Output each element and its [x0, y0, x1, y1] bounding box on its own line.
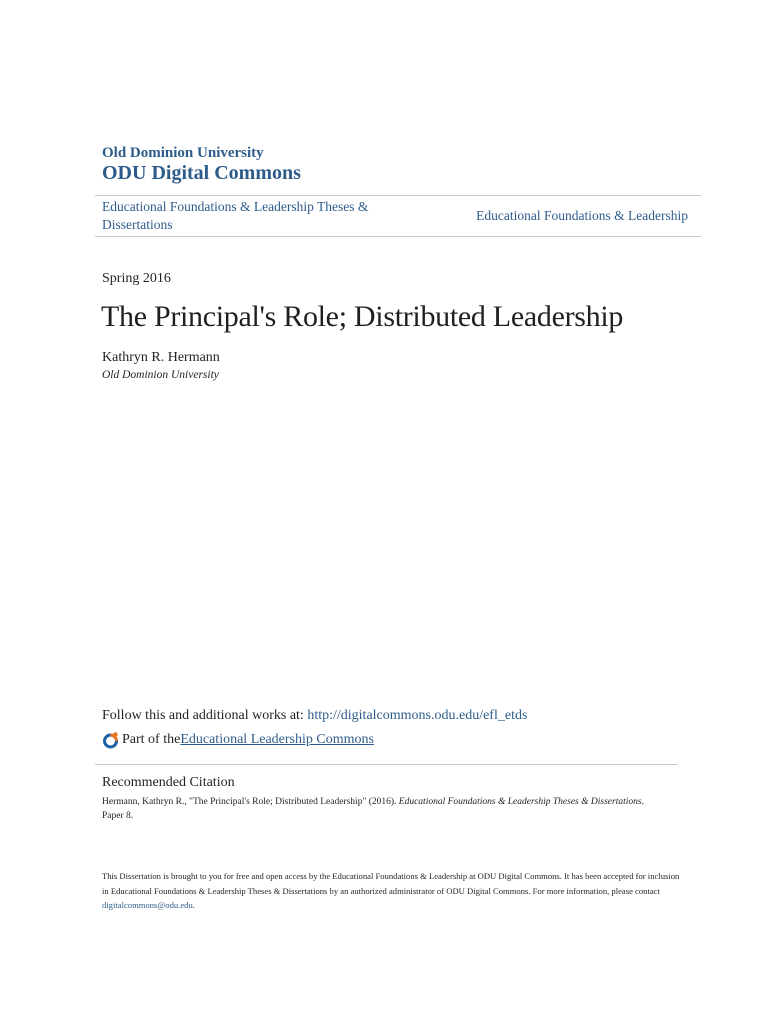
partof-line — [102, 730, 374, 750]
citation-end: . Paper 8. — [102, 797, 644, 821]
follow-url-link[interactable]: http://digitalcommons.odu.edu/efl_etds — [307, 708, 528, 723]
follow-prefix: Follow this and additional works at: — [102, 708, 308, 723]
publication-date: Spring 2016 — [102, 271, 171, 286]
access-notice — [102, 869, 682, 913]
citation-text — [102, 795, 662, 823]
contact-email-link[interactable]: digitalcommons@odu.edu — [102, 900, 193, 910]
bepress-network-icon — [102, 731, 120, 749]
notice-text: This Dissertation is brought to you for free and open access by the Educational Foundations & Leadership at ODU Digital Commons. It has been accepted for inclusion in Educational Foundations & Leadership Theses & Dissertations by an authorized administrator of ODU Digital Commons. For more information, please contact — [102, 871, 680, 896]
series-link-line-2: Dissertations — [102, 217, 173, 232]
author-affiliation: Old Dominion University — [102, 369, 219, 381]
notice-end: . — [192, 900, 195, 910]
citation-heading: Recommended Citation — [102, 775, 235, 790]
citation-series: Educational Foundations & Leadership Theses & Dissertations — [398, 797, 642, 807]
series-divider — [95, 236, 701, 237]
document-title: The Principal's Role; Distributed Leadership — [101, 300, 624, 333]
author-name: Kathryn R. Hermann — [102, 350, 220, 365]
partof-prefix: Part of the — [122, 732, 181, 747]
series-link-department[interactable]: Educational Foundations & Leadership — [476, 208, 688, 223]
follow-line — [102, 707, 527, 725]
institution-name: Old Dominion University — [102, 145, 264, 161]
top-divider — [95, 195, 701, 196]
educational-leadership-commons-link[interactable]: Educational Leadership Commons — [180, 732, 374, 747]
repository-name: ODU Digital Commons — [102, 162, 301, 184]
series-link-theses[interactable] — [102, 198, 402, 234]
citation-divider — [95, 764, 678, 765]
series-link-line-1: Educational Foundations & Leadership Theses & — [102, 199, 369, 214]
citation-plain: Hermann, Kathryn R., "The Principal's Role; Distributed Leadership" (2016). — [102, 797, 399, 807]
